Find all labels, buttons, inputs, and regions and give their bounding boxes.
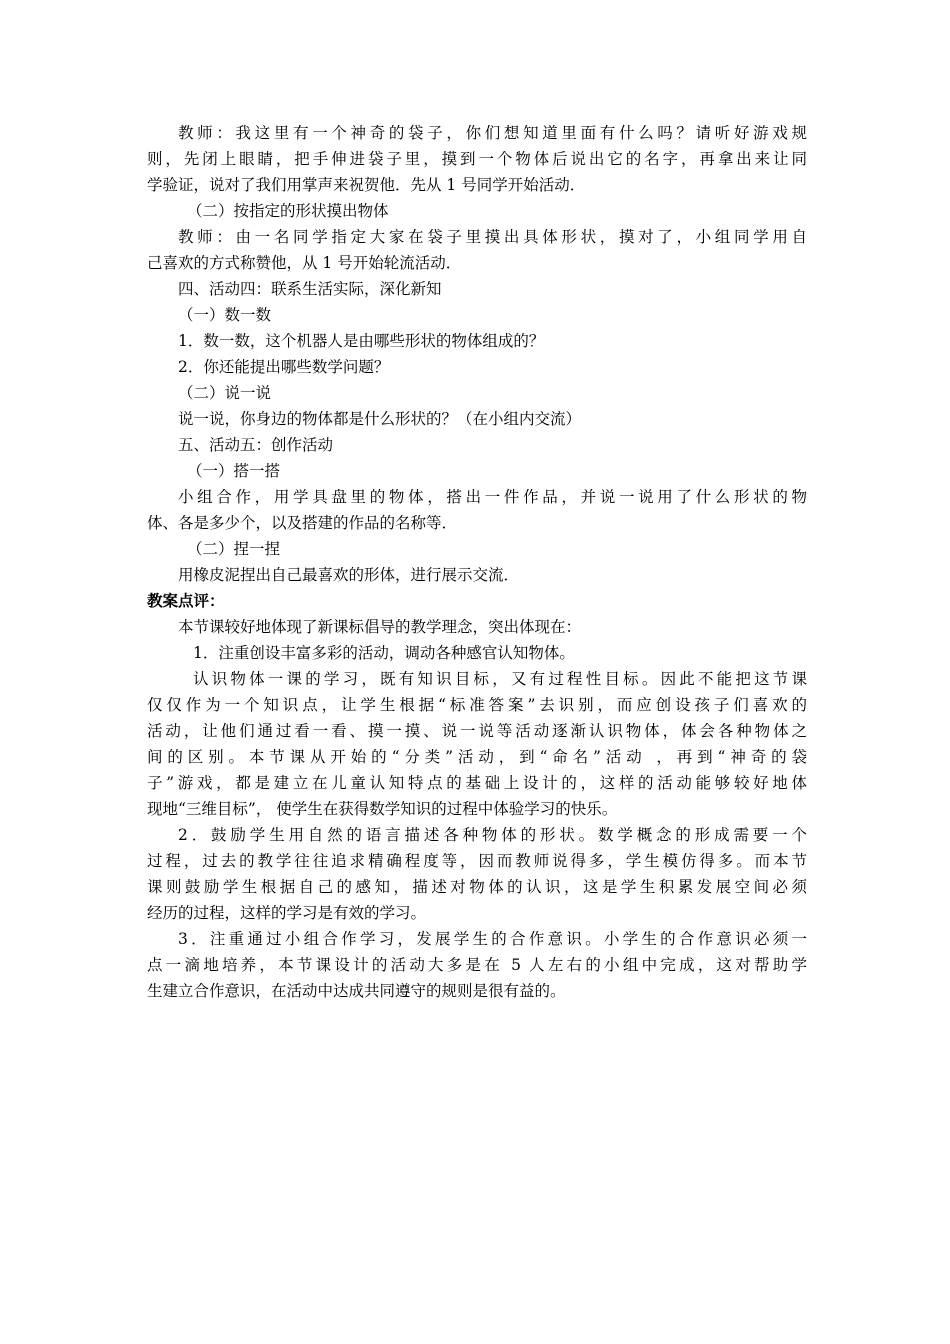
- paragraph-line: 生建立合作意识，在活动中达成共同遵守的规则是很有益的。: [147, 982, 566, 1000]
- paragraph-line: 体、各是多少个，以及搭建的作品的名称等．: [147, 514, 458, 532]
- section-heading: （二）按指定的形状摸出物体: [187, 202, 389, 220]
- paragraph-line: 经历的过程，这样的学习是有效的学习。: [147, 904, 427, 922]
- paragraph-line: 2．鼓励学生用自然的语言描述各种物体的形状。数学概念的形成需要一个: [178, 826, 807, 844]
- document-body: [147, 120, 807, 1004]
- paragraph-line: 过程，过去的教学往往追求精确程度等，因而教师说得多，学生模仿得多。而本节: [147, 852, 807, 870]
- paragraph-line: 3．注重通过小组合作学习，发展学生的合作意识。小学生的合作意识必须一: [178, 930, 807, 948]
- paragraph-line: 仅仅作为一个知识点，让学生根据“标准答案”去识别，而应创设孩子们喜欢的: [147, 696, 807, 714]
- list-item: 1．注重创设丰富多彩的活动，调动各种感官认知物体。: [193, 644, 575, 662]
- paragraph-line: 教师：我这里有一个神奇的袋子，你们想知道里面有什么吗？请听好游戏规: [178, 124, 807, 142]
- paragraph-line: 学验证，说对了我们用掌声来祝贺他．先从 1 号同学开始活动．: [147, 176, 586, 194]
- paragraph-line: 课则鼓励学生根据自己的感知，描述对物体的认识，这是学生积累发展空间必须: [147, 878, 807, 896]
- section-heading: （一）搭一搭: [187, 462, 281, 480]
- section-heading: （二）说一说: [178, 384, 272, 402]
- paragraph-line: 说一说，你身边的物体都是什么形状的？（在小组内交流）: [178, 410, 582, 428]
- paragraph-line: 己喜欢的方式称赞他，从 1 号开始轮流活动．: [147, 254, 462, 272]
- paragraph-line: 间的区别。本节课从开始的“分类”活动，到“命名”活动 ，再到“神奇的袋: [147, 748, 807, 766]
- paragraph-line: 本节课较好地体现了新课标倡导的教学理念，突出体现在：: [178, 618, 582, 636]
- paragraph-line: 点一滴地培养，本节课设计的活动大多是在 5 人左右的小组中完成，这对帮助学: [147, 956, 807, 974]
- paragraph-line: 用橡皮泥捏出自己最喜欢的形体，进行展示交流．: [178, 566, 520, 584]
- section-heading: 四、活动四：联系生活实际，深化新知: [178, 280, 442, 298]
- section-heading: （一）数一数: [178, 306, 272, 324]
- review-heading: 教案点评：: [147, 592, 225, 610]
- paragraph-line: 活动，让他们通过看一看、摸一摸、说一说等活动逐渐认识物体，体会各种物体之: [147, 722, 807, 740]
- paragraph-line: 小组合作，用学具盘里的物体，搭出一件作品，并说一说用了什么形状的物: [178, 488, 807, 506]
- paragraph-line: 则，先闭上眼睛，把手伸进袋子里，摸到一个物体后说出它的名字，再拿出来让同: [147, 150, 807, 168]
- section-heading: （二）捏一捏: [187, 540, 281, 558]
- section-heading: 五、活动五：创作活动: [178, 436, 334, 454]
- list-item: 1．数一数，这个机器人是由哪些形状的物体组成的？: [178, 332, 545, 350]
- paragraph-line: 认识物体一课的学习，既有知识目标，又有过程性目标。因此不能把这节课: [193, 670, 807, 688]
- paragraph-line: 教师：由一名同学指定大家在袋子里摸出具体形状，摸对了，小组同学用自: [178, 228, 807, 246]
- list-item: 2．你还能提出哪些数学问题？: [178, 358, 390, 376]
- paragraph-line: 子”游戏，都是建立在儿童认知特点的基础上设计的，这样的活动能够较好地体: [147, 774, 807, 792]
- paragraph-line: 现地“三维目标”， 使学生在获得数学知识的过程中体验学习的快乐。: [147, 800, 618, 818]
